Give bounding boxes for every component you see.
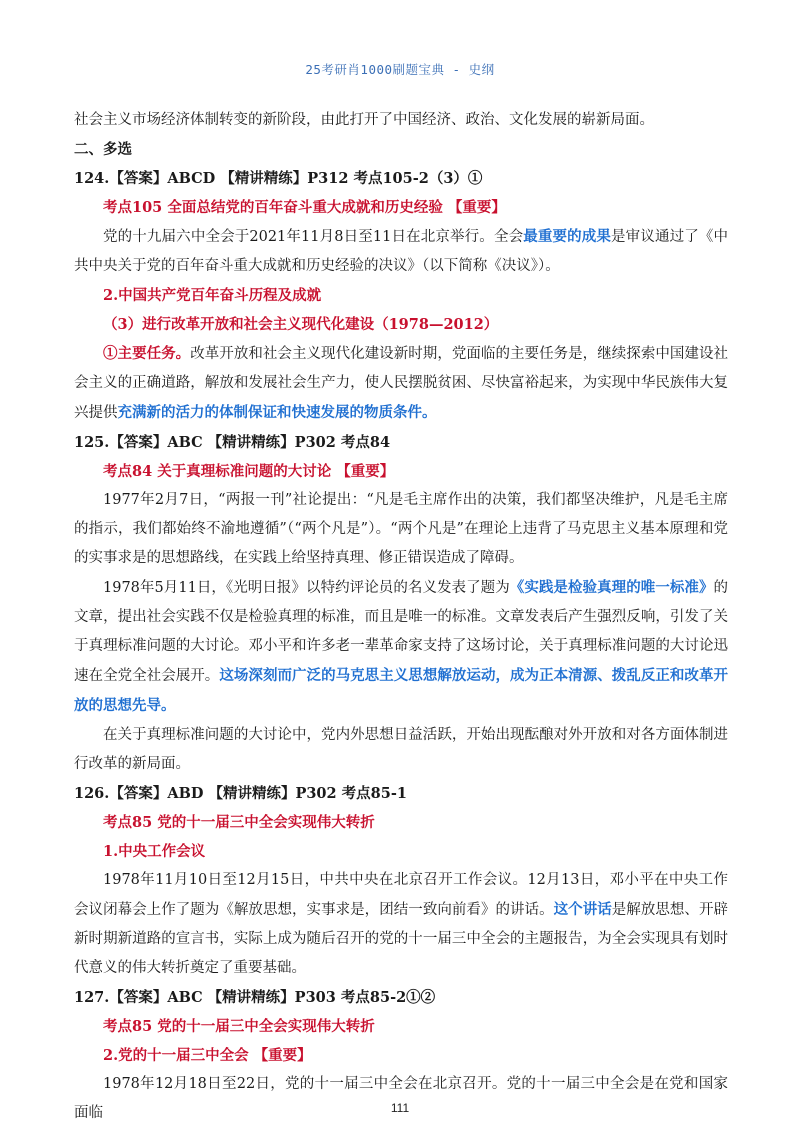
q126-p1-highlight: 这个讲话: [553, 901, 612, 918]
q126-p1-text-c: 是解放思想、开辟新时期新道路的宣言书，实际上成为随后召开的党的十一届三中全会的主题报告，为全会实现具有划时代意义的伟大转折奠定了重要基础。: [74, 902, 729, 976]
page-header: 25考研肖1000刷题宝典 - 史纲: [305, 62, 495, 77]
section-title: 二、多选: [74, 141, 132, 158]
q126-answer-line: 126.【答案】ABD 【精讲精练】P302 考点85-1: [74, 785, 407, 802]
q124-p1-highlight: 最重要的成果: [523, 228, 612, 245]
q126-paragraph-1: [74, 866, 728, 983]
q126-subheading: 1.中央工作会议: [103, 843, 206, 860]
q124-answer-line: 124.【答案】ABCD 【精讲精练】P312 考点105-2（3）①: [74, 170, 483, 187]
q124-p2-label: ①主要任务。: [103, 345, 191, 362]
q127-answer-line: 127.【答案】ABC 【精讲精练】P303 考点85-2①②: [74, 989, 436, 1006]
q127-subheading: 2.党的十一届三中全会 【重要】: [103, 1047, 312, 1064]
q125-kaodian-title: 考点84 关于真理标准问题的大讨论 【重要】: [103, 463, 395, 480]
q126-p1-text-a: 1978年11月10日至12月15日，中共中央在北京召开工作会议。12月13日，邓小平在中央工作会议闭幕会上作了题为《解放思想，实事求是，团结一致向前看》的讲话。: [74, 872, 728, 918]
q124-subheading-2: （3）进行改革开放和社会主义现代化建设（1978—2012）: [103, 316, 499, 333]
q124-p1-text-a: 党的十九届六中全会于2021年11月8日至11日在北京举行。全会: [103, 229, 524, 245]
q127-kaodian-title: 考点85 党的十一届三中全会实现伟大转折: [103, 1018, 375, 1035]
page-number: 111: [390, 1101, 410, 1115]
q125-p2-text-a: 1978年5月11日，《光明日报》以特约评论员的名义发表了题为: [103, 580, 510, 596]
q127-paragraph-1: 1978年12月18日至22日，党的十一届三中全会在北京召开。党的十一届三中全会是在党和国家面临: [74, 1076, 728, 1121]
document-body: [74, 106, 728, 1128]
q124-p2-highlight: 充满新的活力的体制保证和快速发展的物质条件。: [117, 404, 437, 421]
q124-paragraph-1: [74, 222, 728, 281]
intro-paragraph: 社会主义市场经济体制转变的新阶段，由此打开了中国经济、政治、文化发展的崭新局面。: [74, 112, 654, 128]
q124-p2-text: 改革开放和社会主义现代化建设新时期，党面临的主要任务是，继续探索中国建设社会主义的正确道路，解放和发展社会生产力，使人民摆脱贫困、尽快富裕起来，为实现中华民族伟大复兴提供: [74, 346, 729, 421]
q125-answer-line: 125.【答案】ABC 【精讲精练】P302 考点84: [74, 434, 391, 451]
q125-p2-article-title: 《实践是检验真理的唯一标准》: [509, 579, 714, 596]
q125-paragraph-3: 在关于真理标准问题的大讨论中，党内外思想日益活跃，开始出现酝酿对外开放和对各方面体制进行改革的新局面。: [74, 727, 728, 772]
q125-paragraph-1: 1977年2月7日，“两报一刊”社论提出：“凡是毛主席作出的决策，我们都坚决维护，凡是毛主席的指示，我们都始终不渝地遵循”（“两个凡是”）。“两个凡是”在理论上违背了马克思主义基本原理和党的实事求是的思想路线，在实践上给坚持真理、修正错误造成了障碍。: [74, 492, 728, 566]
q125-paragraph-2: [74, 573, 728, 721]
q124-paragraph-2: [74, 339, 728, 428]
q124-p1-text-c: 是审议通过了《中共中央关于党的百年奋斗重大成就和历史经验的决议》（以下简称《决议》）。: [74, 229, 729, 274]
q124-kaodian-title: 考点105 全面总结党的百年奋斗重大成就和历史经验 【重要】: [103, 199, 506, 216]
q124-subheading-1: 2.中国共产党百年奋斗历程及成就: [103, 287, 322, 304]
q126-kaodian-title: 考点85 党的十一届三中全会实现伟大转折: [103, 814, 375, 831]
q125-p2-highlight: 这场深刻而广泛的马克思主义思想解放运动，成为正本清源、拨乱反正和改革开放的思想先导。: [74, 667, 728, 714]
q125-p2-text-c: 的文章，提出社会实践不仅是检验真理的标准，而且是唯一的标准。文章发表后产生强烈反响，引发了关于真理标准问题的大讨论。邓小平和许多老一辈革命家支持了这场讨论，关于真理标准问题的大讨论迅速在全党全社会展开。: [74, 580, 729, 684]
